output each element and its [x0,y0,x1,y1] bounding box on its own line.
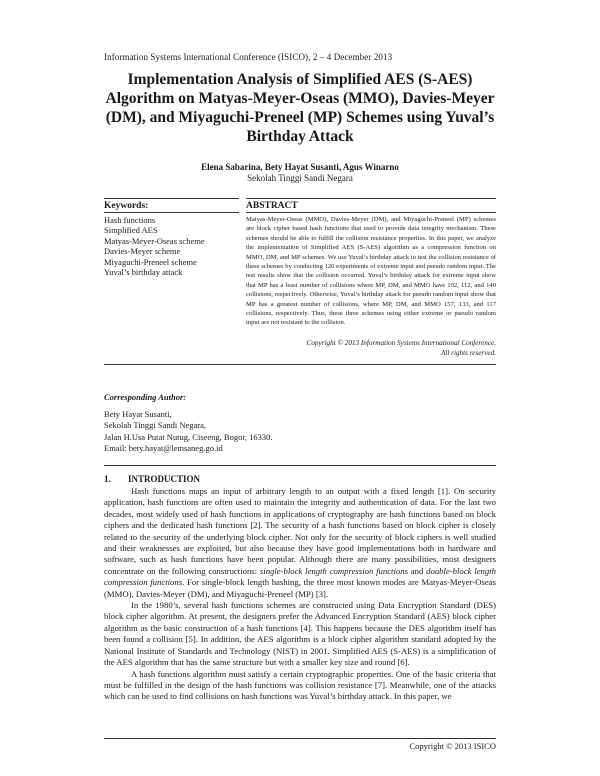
abstract-bottom-rule [246,212,496,213]
abstract-heading: ABSTRACT [246,201,298,211]
copyright-line: Copyright © 2013 Information Systems International Conference. [306,339,496,347]
paragraph-text: and [407,565,427,576]
corresponding-author-details [104,409,272,455]
keyword-item: Simplified AES [104,225,158,236]
keyword-item: Matyas-Meyer-Oseas scheme [104,235,205,246]
corresponding-line: Bety Hayat Susanti, [104,409,172,419]
footer-copyright: Copyright © 2013 ISICO [409,741,496,751]
keyword-item: Miyaguchi-Preneel scheme [104,256,197,267]
copyright-line: All rights reserved. [440,349,496,357]
keywords-heading: Keywords: [104,201,149,211]
paper-title: Implementation Analysis of Simplified AES (S-AES) Algorithm on Matyas-Meyer-Oseas (MMO), Davies-Meyer (DM), and Miyaguchi-Preneel (MP) Schemes using Yuval’s Birthday Attack [105,71,495,145]
corresponding-author-heading: Corresponding Author: [104,392,187,402]
abstract-text: Matyas-Meyer-Oseas (MMO), Davies-Meyer (DM), and Miyaguchi-Preneel (MP) schemes are block cipher based hash functions that used to provide data integrity mechanism. These schemes should be able to fulfill the collision resistance properties. In this paper, we analyze the implementation of Simplified AES (S-AES) algorithm as a compression function on MMO, DM, and MP schemes. We use Yuval’s birthday attack to test the collision resistance of these schemes by conducting 120 experiments of extreme input and pseudo random input. The test results show that the collision occurred. Yuval’s birthday attack for extreme input show that MP has a least number of collisions where MP, DM, and MMO have 102, 112, and 140 collisions, respectively. Otherwise, Yuval’s birthday attack for pseudo random input show that MP has a greatest number of collisions, where MP, DM, and MMO 157, 133, and 117 collisions, respectively. Thus, these three schemes using either extreme or pseudo random input are not resistant to the collision. [246,216,496,327]
paper-affiliation: Sekolah Tinggi Sandi Negara [247,173,353,183]
corresponding-line: Sekolah Tinggi Sandi Negara, [104,420,206,431]
paragraph-text: Hash functions maps an input of arbitrary length to an output with a fixed length [1]. On security application, hash functions are often used to maintain the integrity and authentication of data. For the last two decades, most widely used of hash functions in applications of cryptography are hash functions based on block ciphers and the dedicated hash functions [2]. The security of a hash functions based on block cipher is closely related to the security of the underlying block cipher. Not only for the security of block ciphers is well studied and their weaknesses are exploited, but also because they have good implementations both in hardware and software, such as hash functions have been popular. Although there are many possibilities, most designers concentrate on the following constructions: [104,486,496,576]
abstract-top-rule [246,198,496,199]
keyword-item: Yuval’s birthday attack [104,267,183,278]
paragraph: A hash functions algorithm must satisfy a certain cryptographic properties. One of the basic criteria that must be fulfilled in the design of the hash functions was collision resistance [7]. Meanwhile, one of the attacks which can be used to find collisions on hash functions was Yuval’s birthday attack. In this paper, we [104,668,496,702]
corresponding-email: Email: bety.hayat@lemsaneg.go.id [104,443,223,454]
abstract-end-rule [104,364,496,365]
emphasis-text: single-block length compression functions [259,565,408,576]
section-number: 1. [104,474,111,484]
keyword-item: Hash functions [104,215,156,225]
section-heading-introduction [104,474,200,484]
corresponding-line: Jalan H.Usa Putat Nutug, Ciseeng, Bogor, 16330. [104,431,273,442]
paragraph: In the 1980’s, several hash functions schemes are constructed using Data Encryption Standard (DES) block cipher algorithm. At present, the designers prefer the Advanced Encryption Standard (AES) block cipher algorithm as the basic construction of a hash functions [4]. This happens because the DES algorithm itself has been found a collision [5]. In addition, the AES algorithm is a block cipher algorithm standard adopted by the National Institute of Standards and Technology (NIST) in 2001. Simplified AES (S-AES) is a simplification of the AES algorithm that has the same structure but with a smaller key size and round [6]. [104,600,496,668]
paper-authors: Elena Sabarina, Bety Hayat Susanti, Agus Winarno [201,162,399,172]
running-head: Information Systems International Conference (ISICO), 2 – 4 December 2013 [104,52,393,62]
keywords-bottom-rule [104,212,239,213]
paragraph-text: . For single-block length hashing, the three most known modes are Matyas-Meyer-Oseas (MMO), Davies-Meyer (DM), and Miyaguchi-Preneel (MP) [3]. [104,577,496,599]
keywords-top-rule [104,198,239,199]
footer-rule [104,738,496,739]
corresponding-end-rule [104,465,496,466]
section-title: INTRODUCTION [128,474,201,484]
keywords-list [104,215,239,277]
paragraph [104,486,496,600]
emphasis-text: double-block length compression functions [104,565,496,588]
introduction-body [104,486,496,703]
keyword-item: Davies-Meyer scheme [104,246,181,257]
abstract-copyright [246,338,496,358]
